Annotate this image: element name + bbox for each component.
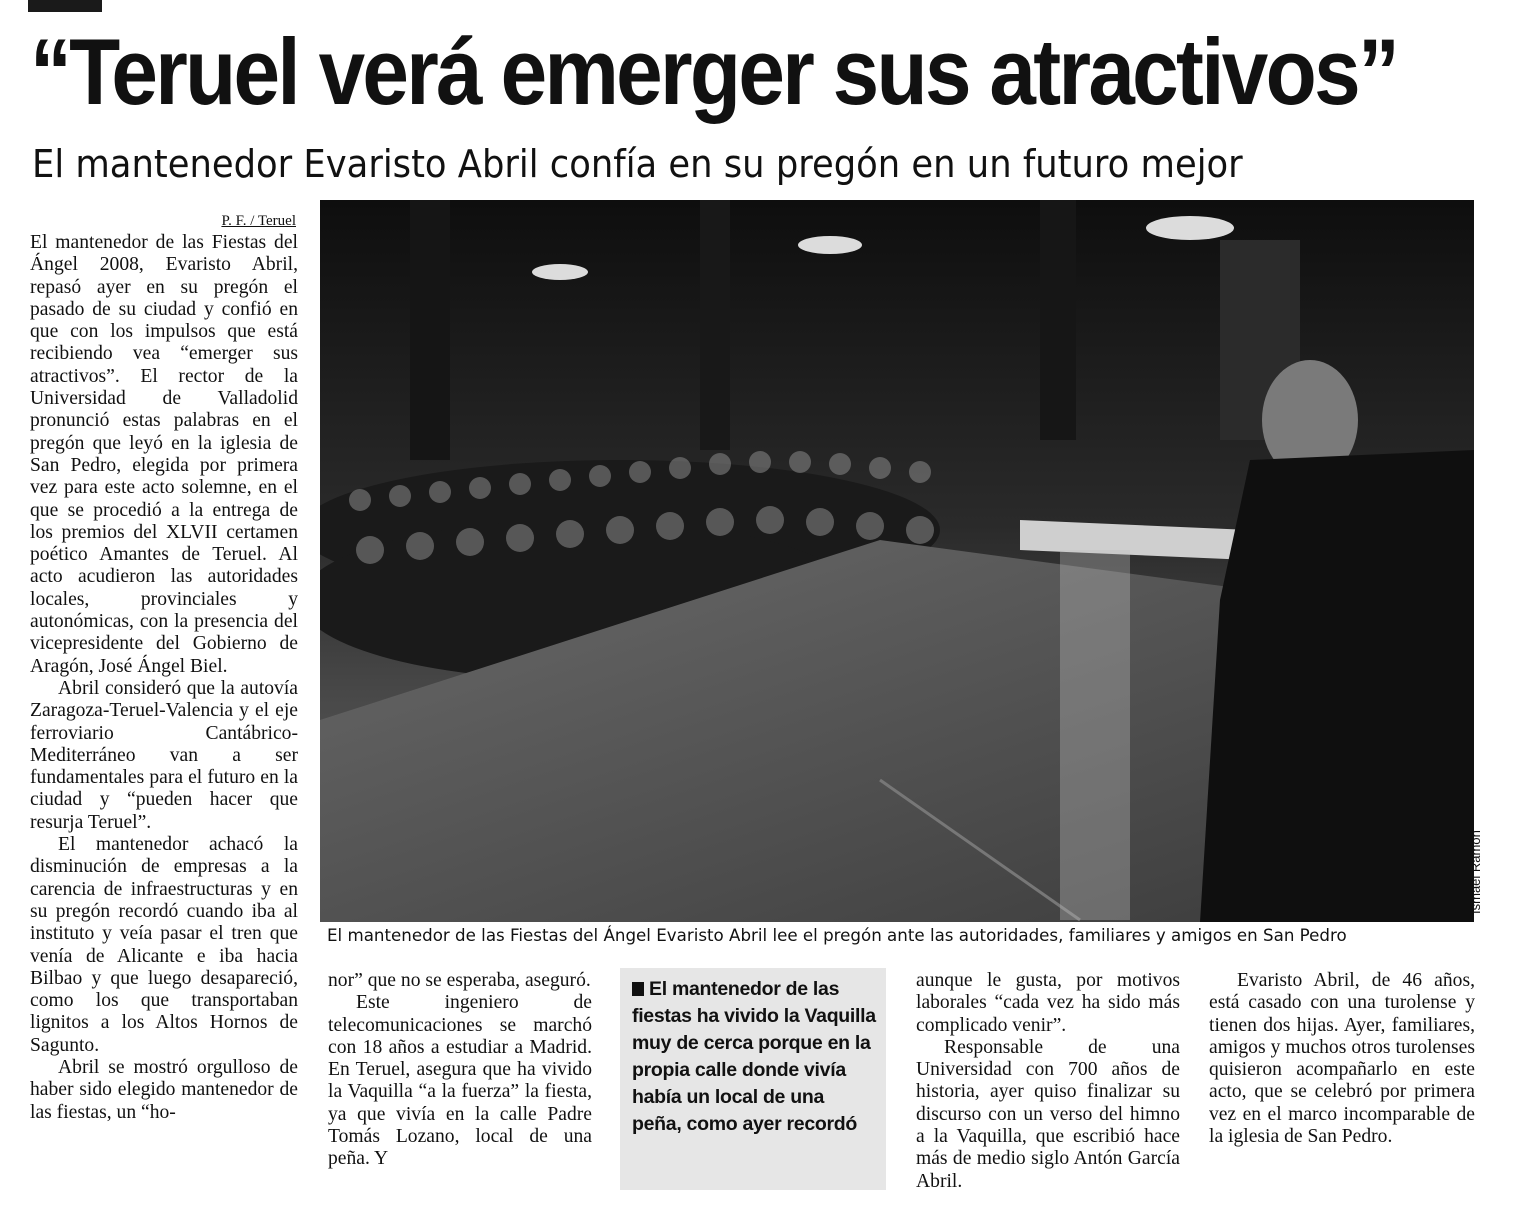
photo-illustration — [320, 200, 1474, 922]
headline: “Teruel verá emerger sus atractivos” — [30, 19, 1398, 124]
pull-quote — [620, 968, 886, 1190]
pull-quote-text: El mantenedor de las fiestas ha vivido la Vaquilla muy de cerca porque en la propia calle donde vivía había un local de una peña, como ayer recordó — [632, 978, 876, 1135]
paragraph: Responsable de una Universidad con 700 años de historia, ayer quiso finalizar su discurso con un verso del himno a la Vaquilla, que escribió hace más de medio siglo Antón García Abril. — [916, 1036, 1180, 1192]
photo-caption: El mantenedor de las Fiestas del Ángel Evaristo Abril lee el pregón ante las autoridades, familiares y amigos en San Pedro — [327, 926, 1347, 946]
subheadline: El mantenedor Evaristo Abril confía en su pregón en un futuro mejor — [32, 142, 1243, 186]
paragraph: nor” que no se esperaba, aseguró. — [328, 970, 591, 991]
event-photo — [320, 200, 1474, 922]
bullet-square-icon — [632, 982, 644, 996]
article-column-4 — [1209, 970, 1475, 1148]
paragraph: El mantenedor achacó la disminución de empresas a la carencia de infraestructuras y en su pregón recordó cuando iba al instituto y veía pasar el tren que venía de Alicante e iba hacia Bilbao y que luego desapareció, como los que transportaban lignitos a los Altos Hornos de Sagunto. — [30, 834, 298, 1056]
paragraph: Abril se mostró orgulloso de haber sido elegido mantenedor de las fiestas, un “ho- — [30, 1056, 298, 1123]
article-column-2 — [328, 970, 592, 1171]
article-column-1 — [30, 210, 298, 1124]
article-column-3 — [916, 970, 1180, 1193]
paragraph: Abril consideró que la autovía Zaragoza-Teruel-Valencia y el eje ferroviario Cantábrico-Mediterráneo van a ser fundamentales para el futuro en la ciudad y “pueden hacer que resurja Teruel”. — [30, 677, 298, 833]
paragraph: aunque le gusta, por motivos laborales “cada vez ha sido más complicado venir”. — [916, 970, 1180, 1036]
paragraph: Este ingeniero de telecomunicaciones se marchó con 18 años a estudiar a Madrid. En Teruel, asegura que ha vivido la Vaquilla “a la fuerza” la fiesta, ya que vivía en la calle Padre Tomás Lozano, local de una peña. Y — [328, 992, 592, 1170]
photo-credit: Ismael Ramón — [1468, 830, 1483, 914]
section-tab — [28, 0, 102, 12]
paragraph: Evaristo Abril, de 46 años, está casado con una turolense y tienen dos hijas. Ayer, familiares, amigos y muchos otros turolenses quisieron acompañarlo en este acto, que se celebró por primera vez en el marco incomparable de la iglesia de San Pedro. — [1209, 970, 1475, 1148]
paragraph: El mantenedor de las Fiestas del Ángel 2008, Evaristo Abril, repasó ayer en su pregón el pasado de su ciudad y confió en que con los impulsos que está recibiendo vea “emerger sus atractivos”. El rector de la Universidad de Valladolid pronunció estas palabras en el pregón que leyó en la iglesia de San Pedro, elegida por primera vez para este acto solemne, en el que se procedió a la entrega de los premios del XLVII certamen poético Amantes de Teruel. Al acto acudieron las autoridades locales, provinciales y autonómicas, con la presencia del vicepresidente del Gobierno de Aragón, José Ángel Biel. — [30, 232, 298, 677]
byline: P. F. / Teruel — [221, 213, 296, 229]
